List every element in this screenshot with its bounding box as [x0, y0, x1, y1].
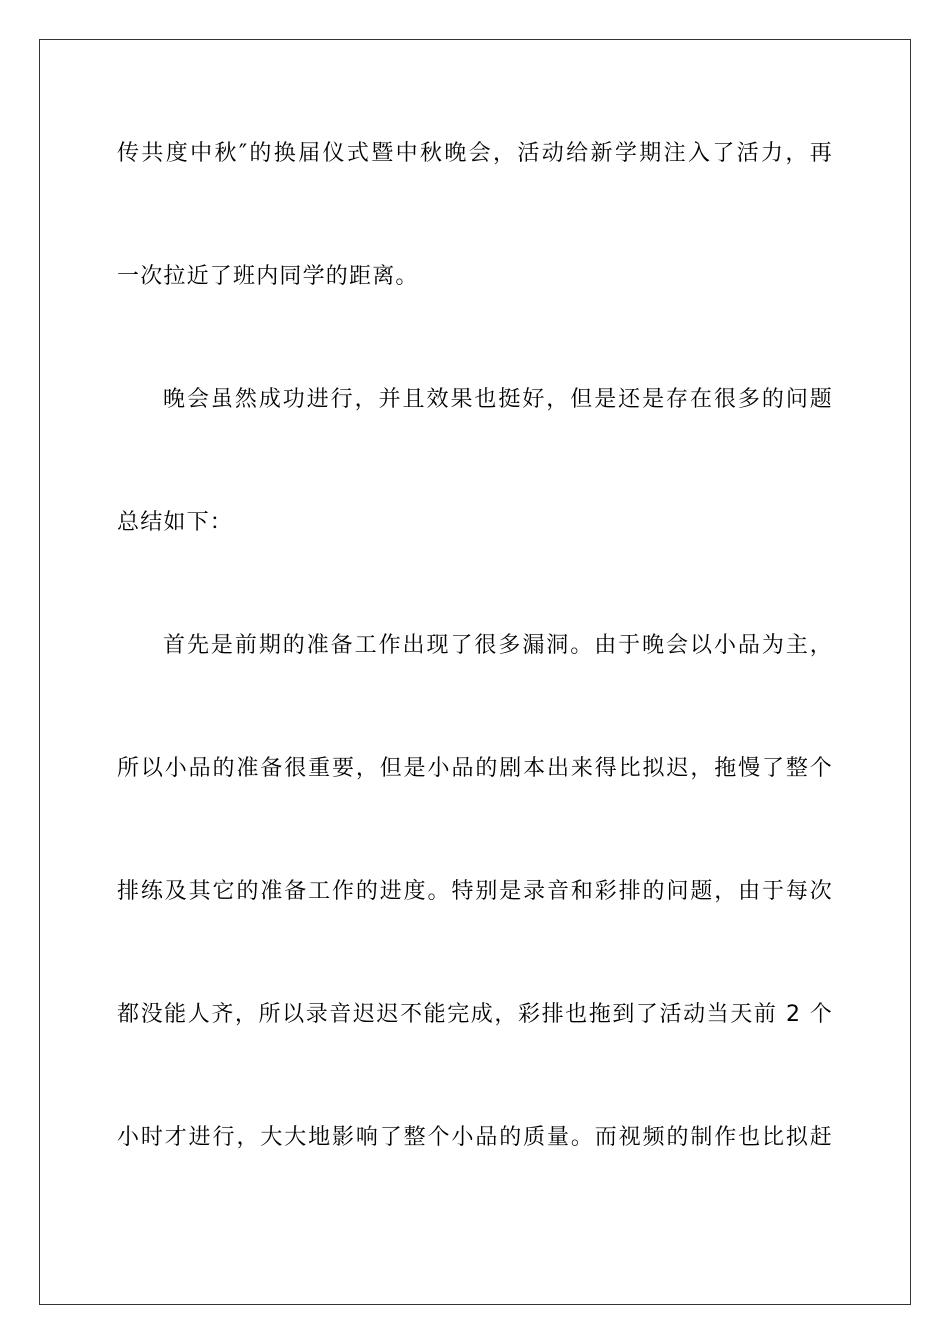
text-line: 小时才进行，大大地影响了整个小品的质量。而视频的制作也比拟赶 — [117, 1125, 833, 1150]
text-line: 所以小品的准备很重要，但是小品的剧本出来得比拟迟，拖慢了整个 — [117, 756, 833, 781]
text-line: 传共度中秋″的换届仪式暨中秋晚会，活动给新学期注入了活力，再 — [117, 141, 833, 166]
text-line: 总结如下： — [117, 510, 234, 535]
page-frame — [39, 39, 911, 1305]
text-line: 都没能人齐，所以录音迟迟不能完成，彩排也拖到了活动当天前 2 个 — [117, 1002, 833, 1027]
text-line: 排练及其它的准备工作的进度。特别是录音和彩排的问题，由于每次 — [117, 879, 833, 904]
text-line: 一次拉近了班内同学的距离。 — [117, 264, 419, 289]
paragraph-first-line: 晚会虽然成功进行，并且效果也挺好，但是还是存在很多的问题 — [163, 387, 833, 412]
paragraph-first-line: 首先是前期的准备工作出现了很多漏洞。由于晚会以小品为主， — [163, 633, 833, 658]
